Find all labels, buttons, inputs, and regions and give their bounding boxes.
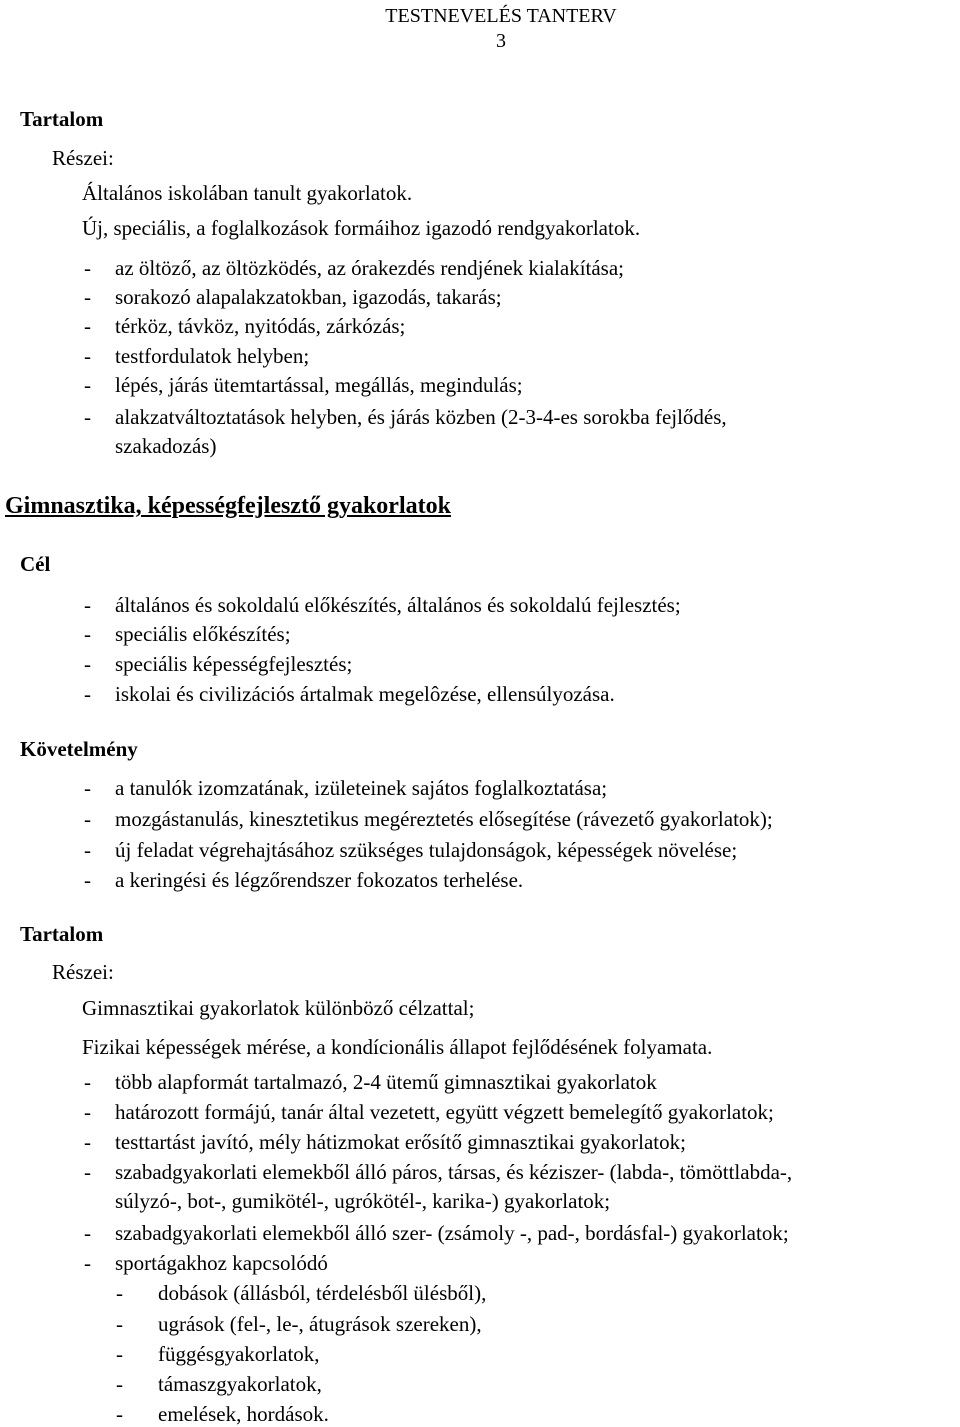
sub-list-item: dobások (állásból, térdelésből ülésből),: [158, 1281, 487, 1305]
list-item: új feladat végrehajtásához szükséges tulajdonságok, képességek növelése;: [115, 838, 738, 862]
section-title: Gimnasztika, képességfejlesztő gyakorlatok: [5, 493, 451, 519]
list-item: általános és sokoldalú előkészítés, általános és sokoldalú fejlesztés;: [115, 593, 681, 617]
bullet-dash: -: [84, 373, 91, 397]
tartalom-heading: Tartalom: [20, 107, 104, 131]
list-item: sportágakhoz kapcsolódó: [115, 1251, 328, 1275]
sub-bullet-dash: -: [116, 1281, 123, 1305]
list-item: határozott formájú, tanár által vezetett, együtt végzett bemelegítő gyakorlatok;: [115, 1100, 774, 1124]
list-item: a tanulók izomzatának, izületeinek sajátos foglalkoztatása;: [115, 776, 608, 800]
bullet-dash: -: [84, 314, 91, 338]
list-item: szabadgyakorlati elemekből álló páros, társas, és kéziszer- (labda-, tömöttlabda-,: [115, 1160, 793, 1184]
bullet-dash: -: [84, 807, 91, 831]
bullet-dash: -: [84, 405, 91, 429]
bullet-dash: -: [84, 838, 91, 862]
bullet-dash: -: [84, 285, 91, 309]
sub-bullet-dash: -: [116, 1402, 123, 1426]
reszei-label: Részei:: [52, 146, 114, 170]
sub-list-item: támaszgyakorlatok,: [158, 1372, 322, 1396]
list-item: lépés, járás ütemtartással, megállás, megindulás;: [115, 373, 523, 397]
bullet-dash: -: [84, 1070, 91, 1094]
intro-line: Általános iskolában tanult gyakorlatok.: [82, 181, 413, 205]
reszei-label: Részei:: [52, 960, 114, 984]
bullet-dash: -: [84, 776, 91, 800]
list-item-continuation: súlyzó-, bot-, gumikötél-, ugrókötél-, karika-) gyakorlatok;: [115, 1189, 611, 1213]
bullet-dash: -: [84, 593, 91, 617]
sub-bullet-dash: -: [116, 1372, 123, 1396]
page-header-title: TESTNEVELÉS TANTERV: [385, 5, 617, 27]
bullet-dash: -: [84, 1100, 91, 1124]
list-item: speciális előkészítés;: [115, 622, 291, 646]
intro-line: Gimnasztikai gyakorlatok különböző célzattal;: [82, 996, 475, 1020]
bullet-dash: -: [84, 868, 91, 892]
list-item: az öltöző, az öltözködés, az órakezdés rendjének kialakítása;: [115, 256, 625, 280]
bullet-dash: -: [84, 344, 91, 368]
bullet-dash: -: [84, 1130, 91, 1154]
list-item: testfordulatok helyben;: [115, 344, 310, 368]
kovetelmeny-heading: Követelmény: [20, 737, 138, 761]
list-item: térköz, távköz, nyitódás, zárkózás;: [115, 314, 406, 338]
bullet-dash: -: [84, 622, 91, 646]
bullet-dash: -: [84, 1221, 91, 1245]
list-item: a keringési és légzőrendszer fokozatos terhelése.: [115, 868, 524, 892]
sub-bullet-dash: -: [116, 1312, 123, 1336]
sub-bullet-dash: -: [116, 1342, 123, 1366]
bullet-dash: -: [84, 682, 91, 706]
sub-list-item: függésgyakorlatok,: [158, 1342, 320, 1366]
list-item-continuation: szakadozás): [115, 434, 217, 458]
bullet-dash: -: [84, 1160, 91, 1184]
sub-list-item: ugrások (fel-, le-, átugrások szereken),: [158, 1312, 482, 1336]
cel-heading: Cél: [20, 552, 51, 576]
intro-line: Új, speciális, a foglalkozások formáihoz igazodó rendgyakorlatok.: [82, 216, 641, 240]
list-item: speciális képességfejlesztés;: [115, 652, 353, 676]
intro-line: Fizikai képességek mérése, a kondícionális állapot fejlődésének folyamata.: [82, 1035, 713, 1059]
page-number: 3: [496, 30, 506, 52]
tartalom-heading: Tartalom: [20, 922, 104, 946]
bullet-dash: -: [84, 1251, 91, 1275]
list-item: alakzatváltoztatások helyben, és járás közben (2-3-4-es sorokba fejlődés,: [115, 405, 727, 429]
sub-list-item: emelések, hordások.: [158, 1402, 329, 1426]
list-item: szabadgyakorlati elemekből álló szer- (zsámoly -, pad-, bordásfal-) gyakorlatok;: [115, 1221, 789, 1245]
list-item: mozgástanulás, kinesztetikus megéreztetés elősegítése (rávezető gyakorlatok);: [115, 807, 773, 831]
list-item: iskolai és civilizációs ártalmak megelôzése, ellensúlyozása.: [115, 682, 615, 706]
list-item: sorakozó alapalakzatokban, igazodás, takarás;: [115, 285, 502, 309]
list-item: több alapformát tartalmazó, 2-4 ütemű gimnasztikai gyakorlatok: [115, 1070, 657, 1094]
bullet-dash: -: [84, 652, 91, 676]
bullet-dash: -: [84, 256, 91, 280]
list-item: testtartást javító, mély hátizmokat erősítő gimnasztikai gyakorlatok;: [115, 1130, 686, 1154]
